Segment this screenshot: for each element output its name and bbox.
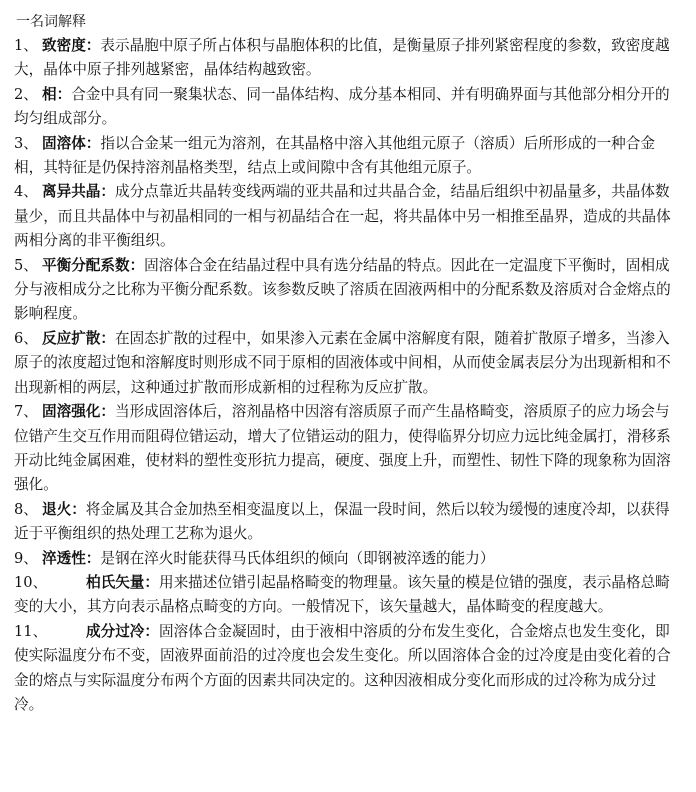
- definition-entry-10: [14, 571, 682, 620]
- entry-term: 成分过冷：: [86, 622, 159, 640]
- definition-entry-7: [14, 400, 682, 498]
- entry-term: 退火：: [42, 500, 86, 518]
- entry-text: 当形成固溶体后，溶剂晶格中因溶有溶质原子而产生晶格畸变，溶质原子的应力场会与位错产生交互作用而阻碍位错运动，增大了位错运动的阻力，使得临界分切应力远比纯金属打，滑移系开动比纯金属困难，使材料的塑性变形抗力提高，硬度、强度上升，而塑性、韧性下降的现象称为固溶强化。: [14, 403, 671, 494]
- entry-number: 5、: [14, 256, 38, 274]
- entry-term: 固溶强化：: [42, 403, 115, 421]
- entry-term: 反应扩散：: [42, 329, 115, 347]
- definition-entry-1: [14, 34, 682, 83]
- definition-entry-9: [14, 547, 682, 571]
- entry-text: 固溶体合金凝固时，由于液相中溶质的分布发生变化，合金熔点也发生变化，即使实际温度分布不变，固液界面前沿的过冷度也会发生变化。所以固溶体合金的过冷度是由变化着的合金的熔点与实际温度分布两个方面的因素共同决定的。这种因液相成分变化而形成的过冷称为成分过冷。: [14, 622, 671, 713]
- entry-number: 9、: [14, 549, 38, 567]
- definition-entry-6: [14, 327, 682, 400]
- entry-term: 相：: [42, 85, 72, 103]
- entry-term: 致密度：: [42, 37, 101, 54]
- entry-text: 是钢在淬火时能获得马氏体组织的倾向（即钢被淬透的能力）: [100, 549, 495, 567]
- entry-text: 成分点靠近共晶转变线两端的亚共晶和过共晶合金，结晶后组织中初晶量多，共晶体数量少，而且共晶体中与初晶相同的一相与初晶结合在一起，将共晶体中另一相推至晶界，造成的共晶体两相分离的非平衡组织。: [14, 183, 671, 250]
- entry-term: 离异共晶：: [42, 183, 115, 201]
- entry-term: 固溶体：: [42, 134, 101, 152]
- entry-number: 4、: [14, 183, 38, 201]
- entry-number: 8、: [14, 500, 38, 518]
- section-heading: 一名词解释: [16, 14, 86, 30]
- entry-text: 合金中具有同一聚集状态、同一晶体结构、成分基本相同、并有明确界面与其他部分相分开的均匀组成部分。: [14, 85, 670, 128]
- definition-entry-8: [14, 498, 682, 547]
- entry-number: 3、: [14, 134, 38, 152]
- definition-entry-11: [14, 620, 682, 718]
- entry-number: 2、: [14, 85, 38, 103]
- entry-term: 平衡分配系数：: [42, 256, 145, 274]
- entry-text: 用来描述位错引起晶格畸变的物理量。该矢量的模是位错的强度，表示晶格总畸变的大小，其方向表示晶格点畸变的方向。一般情况下，该矢量越大，晶体畸变的程度越大。: [14, 573, 670, 616]
- entry-number: 10、: [14, 573, 48, 591]
- entry-text: 指以合金某一组元为溶剂，在其晶格中溶入其他组元原子（溶质）后所形成的一种合金相，其特征是仍保持溶剂晶格类型，结点上或间隙中含有其他组元原子。: [14, 134, 655, 177]
- entry-text: 在固态扩散的过程中，如果渗入元素在金属中溶解度有限，随着扩散原子增多，当渗入原子的浓度超过饱和溶解度时则形成不同于原相的固液体或中间相，从而使金属表层分为出现新相和不出现新相的两层，这种通过扩散而形成新相的过程称为反应扩散。: [14, 329, 671, 396]
- entry-text: 表示晶胞中原子所占体积与晶胞体积的比值，是衡量原子排列紧密程度的参数，致密度越大，晶体中原子排列越紧密，晶体结构越致密。: [14, 37, 670, 79]
- definition-entry-2: [14, 83, 682, 132]
- entry-number: 1、: [14, 37, 38, 54]
- entry-number: 6、: [14, 329, 38, 347]
- definition-entry-3: [14, 132, 682, 181]
- entry-number: 11、: [14, 622, 48, 640]
- definition-entry-4: [14, 180, 682, 253]
- entry-text: 将金属及其合金加热至相变温度以上，保温一段时间，然后以较为缓慢的速度冷却，以获得近于平衡组织的热处理工艺称为退火。: [14, 500, 670, 543]
- entry-term: 柏氏矢量：: [86, 573, 159, 591]
- entry-number: 7、: [14, 403, 38, 421]
- entry-term: 淬透性：: [42, 549, 101, 567]
- definition-entry-5: [14, 254, 682, 327]
- entry-text: 固溶体合金在结晶过程中具有选分结晶的特点。因此在一定温度下平衡时，固相成分与液相成分之比称为平衡分配系数。该参数反映了溶质在固液两相中的分配系数及溶质对合金熔点的影响程度。: [14, 256, 671, 323]
